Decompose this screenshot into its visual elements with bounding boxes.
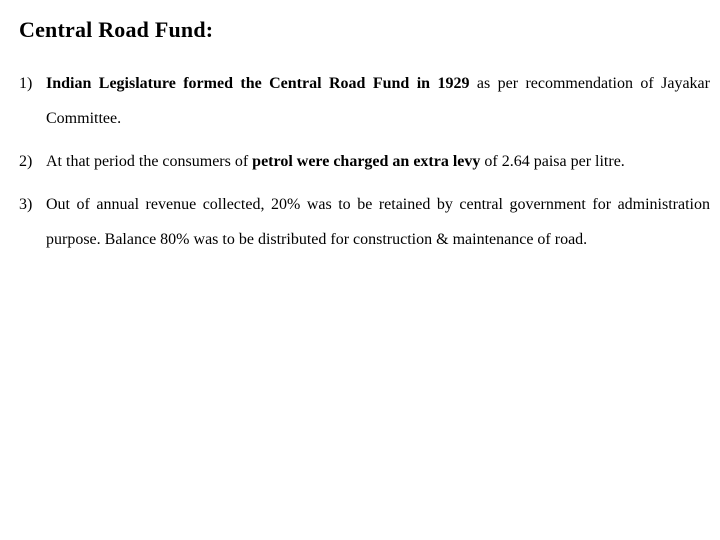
points-list: [19, 66, 710, 257]
item-bold-text: Indian Legislature formed the Central Road Fund in 1929: [46, 75, 470, 92]
item-bold-text: petrol were charged an extra levy: [252, 153, 481, 170]
item-text: Out of annual revenue collected, 20% was to be retained by central government for administration purpose. Balance 80% was to be distributed for construction & maintenance of road.: [46, 196, 710, 248]
list-item-1: [19, 66, 710, 136]
list-item-3: [19, 187, 710, 257]
item-text: as per recommendation of Jayakar Committee.: [46, 75, 710, 127]
item-text: At that period the consumers of: [46, 153, 253, 170]
item-text: of 2.64 paisa per litre.: [480, 153, 625, 170]
page-title: Central Road Fund:: [19, 17, 214, 42]
item-number: 2): [19, 153, 33, 170]
item-number: 3): [19, 196, 33, 213]
list-item-2: [19, 144, 710, 179]
item-number: 1): [19, 75, 33, 92]
